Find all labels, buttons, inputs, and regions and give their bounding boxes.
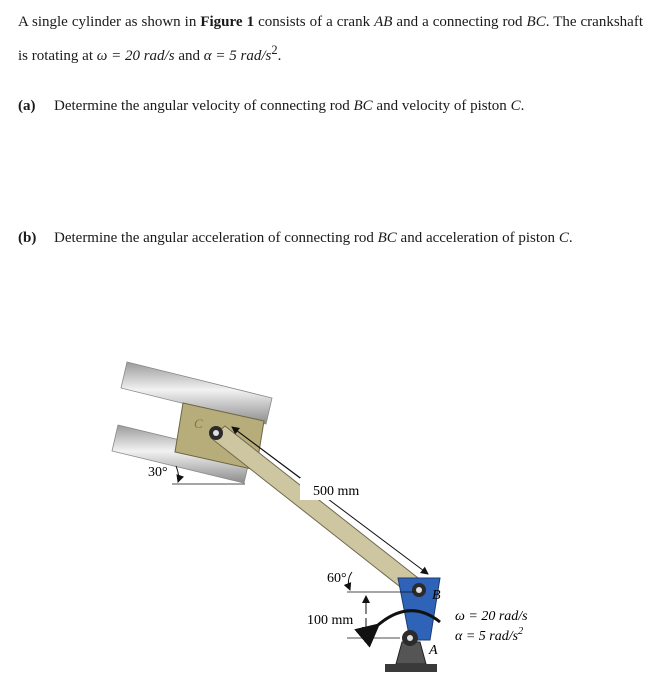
rod-length-label: 500 mm	[313, 484, 360, 499]
problem-intro: A single cylinder as shown in Figure 1 consists of a crank AB and a connecting rod BC. The crankshaft is rotating at ω = 20 rad/s and α = 5 rad/$s^2$.	[18, 14, 643, 64]
label-b: B	[432, 588, 441, 603]
alpha-label: α = 5 rad/$s^2$	[455, 626, 524, 644]
label-c: C	[194, 416, 203, 431]
figure-reference: Figure 1	[200, 14, 255, 30]
angle-60-arc	[348, 572, 352, 590]
question-a: (a) Determine the angular velocity of connecting rod BC and velocity of piston C.	[18, 98, 525, 114]
angle-60-label: 60°	[327, 571, 347, 586]
crank-height-label: 100 mm	[307, 613, 354, 628]
mechanism-figure	[100, 355, 580, 685]
label-a: A	[429, 643, 438, 658]
connecting-rod	[211, 426, 427, 597]
ground	[385, 664, 437, 672]
question-b-tag: (b)	[18, 230, 37, 246]
angle-30-arc	[176, 466, 179, 482]
angle-30-label: 30°	[148, 465, 168, 480]
question-a-tag: (a)	[18, 98, 36, 114]
omega-label: ω = 20 rad/s	[455, 609, 528, 624]
question-b: (b) Determine the angular acceleration of connecting rod BC and acceleration of piston C.	[18, 230, 573, 246]
